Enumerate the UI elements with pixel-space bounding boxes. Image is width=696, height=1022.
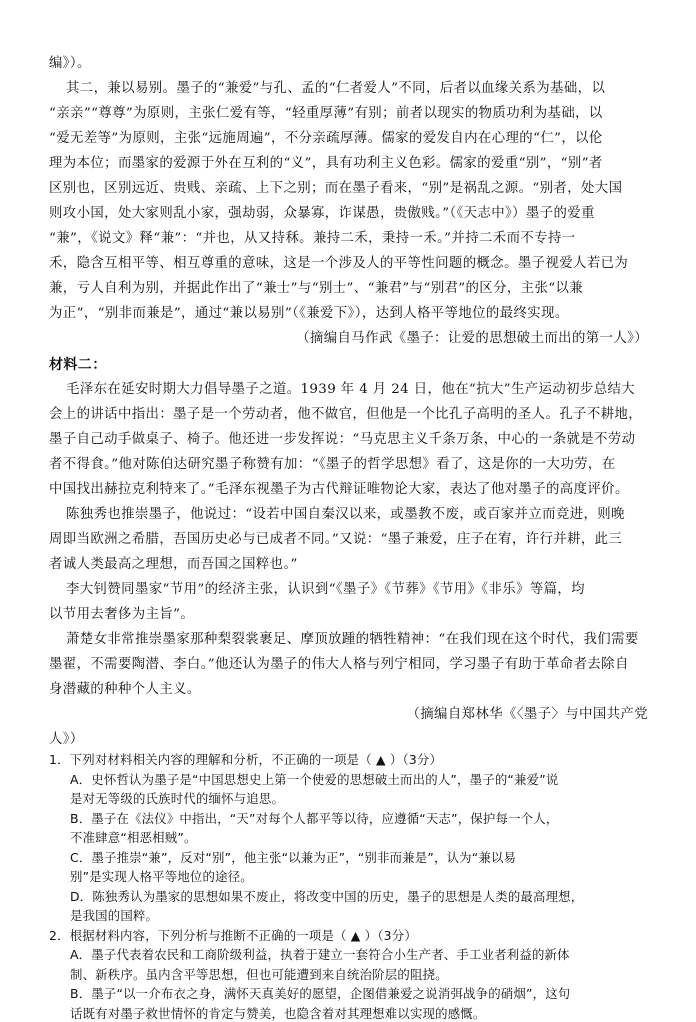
question-2-option-line: 制、新秩序。虽内含平等思想，但也可能遭到来自统治阶层的阻挠。	[70, 966, 448, 982]
question-2-option-line: A．墨子代表着农民和工商阶级利益，执着于建立一套符合小生产者、手工业者利益的新体	[70, 947, 570, 962]
passage-a-line: 兼，亏人自利为别，并据此作出了“兼士”与“别士”、“兼君”与“别君”的区分，主张“以兼	[49, 281, 584, 296]
passage-b-line: 墨翟，不需要陶潜、李白。”他还认为墨子的伟大人格与列宁相同，学习墨子有助于革命者去除自	[49, 657, 629, 672]
passage-b-line: 李大钊赞同墨家“节用”的经济主张，认识到“《墨子》《节葬》《节用》《非乐》等篇，均	[66, 582, 585, 597]
source-citation-cont: 人》）	[49, 732, 84, 747]
source-citation: （摘编自马作武《墨子：让爱的思想破土而出的第一人》）	[296, 331, 648, 346]
question-2-option-line: B．墨子“以一介布衣之身，满怀天真美好的愿望，企图借兼爱之说消弭战争的硝烟”，这句	[70, 986, 571, 1001]
passage-a-line: “亲亲”“尊尊”为原则，主张仁爱有等，“轻重厚薄”有别；前者以现实的物质功利为基础，以	[49, 106, 603, 121]
passage-b-line: 会上的讲话中指出：墨子是一个劳动者，他不做官，但他是一个比孔子高明的圣人。孔子不耕地，	[49, 407, 642, 422]
passage-a-line: 编》）。	[49, 56, 91, 71]
passage-b-line: 身潜藏的种种个人主义。	[49, 682, 201, 697]
question-1-option-line: C．墨子推崇“兼”，反对“别”，他主张“以兼为正”，“别非而兼是”，认为“兼以易	[70, 849, 517, 865]
passage-b-line: 毛泽东在延安时期大力倡导墨子之道。1939 年 4 月 24 日，他在“抗大”生产运动初步总结大	[66, 382, 636, 397]
question-1-option-line: 不准肆意“相恶相贼”。	[70, 830, 197, 845]
passage-b-line: 以节用去奢侈为主旨”。	[49, 607, 195, 622]
passage-b-line: 墨子自己动手做桌子、椅子。他还进一步发挥说：“马克思主义千条万条，中心的一条就是不劳动	[49, 432, 636, 447]
passage-b-line: 萧楚女非常推崇墨家那种梨裂裳裹足、摩顶放踵的牺牲精神：“在我们现在这个时代，我们需要	[66, 632, 639, 647]
question-1-option-line: 别”是实现人格平等地位的途径。	[70, 869, 253, 884]
passage-a-line: 其二，兼以易别。墨子的“兼爱”与孔、孟的“仁者爱人”不同，后者以血缘关系为基础，以	[66, 81, 606, 96]
passage-a-line: 为正”，“别非而兼是”，通过“兼以易别”（《兼爱下》），达到人格平等地位的最终实现。	[49, 306, 569, 321]
question-1-option-line: 是对无等级的氏族时代的缅怀与追思。	[70, 791, 285, 806]
passage-b-line: 中国找出赫拉克利特来了。”毛泽东视墨子为古代辩证唯物论大家，表达了他对墨子的高度评价。	[49, 482, 629, 497]
question-1-option-line: D．陈独秀认为墨家的思想如果不废止，将改变中国的历史，墨子的思想是人类的最高理想，	[70, 888, 584, 904]
question-1-option-line: A．史怀哲认为墨子是“中国思想史上第一个使爱的思想破土而出的人”，墨子的“兼爱”说	[70, 771, 559, 787]
question-1-stem: 1．下列对材料相关内容的理解和分析，不正确的一项是（ ▲ ）（3分）	[49, 752, 443, 767]
source-citation: （摘编自郑林华《〈墨子〉与中国共产党	[406, 707, 648, 722]
passage-b-line: 者诚人类最高之理想，而吾国之国粹也。”	[49, 557, 298, 572]
passage-b-line: 陈独秀也推崇墨子，他说过：“设若中国自秦汉以来，或墨教不废，或百家并立而竞进，则晚	[66, 507, 625, 522]
question-1-option-line: 是我国的国粹。	[70, 908, 159, 923]
question-1-option-line: B．墨子在《法仪》中指出，“天”对每个人都平等以待，应遵循“天志”，保护每一个人，	[70, 810, 559, 826]
question-2-option-line: 话既有对墨子救世情怀的肯定与赞美，也隐含着对其理想难以实现的感慨。	[70, 1005, 486, 1021]
passage-a-line: 理为本位；而墨家的爱源于外在互利的“义”，具有功利主义色彩。儒家的爱重“别”，“别”者	[49, 156, 603, 171]
passage-a-line: 则攻小国，处大家则乱小家，强劫弱，众暴寡，诈谋愚，贵傲贱。”（《天志中》）墨子的爱重	[49, 206, 595, 221]
material-heading: 材料二：	[49, 357, 107, 373]
passage-b-line: 周即当欧洲之希腊，吾国历史必与已成者不同。”又说：“墨子兼爱，庄子在宥，许行并耕，此三	[49, 532, 623, 547]
passage-b-line: 者不得食。”他对陈伯达研究墨子称赞有加：“《墨子的哲学思想》看了，这是你的一大功劳，在	[49, 457, 616, 472]
passage-a-line: “兼”，《说文》释“兼”：“并也，从又持秝。兼持二禾，秉持一禾。”并持二禾而不专持一	[49, 231, 576, 246]
question-2-stem: 2．根据材料内容，下列分析与推断不正确的一项是（ ▲ ）（3分）	[49, 927, 417, 943]
passage-a-line: “爱无差等”为原则，主张“远施周遍”，不分亲疏厚薄。儒家的爱发自内在心理的“仁”，以伦	[49, 131, 603, 146]
passage-a-line: 区别也，区别远近、贵贱、亲疏、上下之别；而在墨子看来，“别”是祸乱之源。“别者，处大国	[49, 181, 623, 196]
passage-a-line: 禾，隐含互相平等、相互尊重的意味，这是一个涉及人的平等性问题的概念。墨子视爱人若已为	[49, 256, 629, 271]
